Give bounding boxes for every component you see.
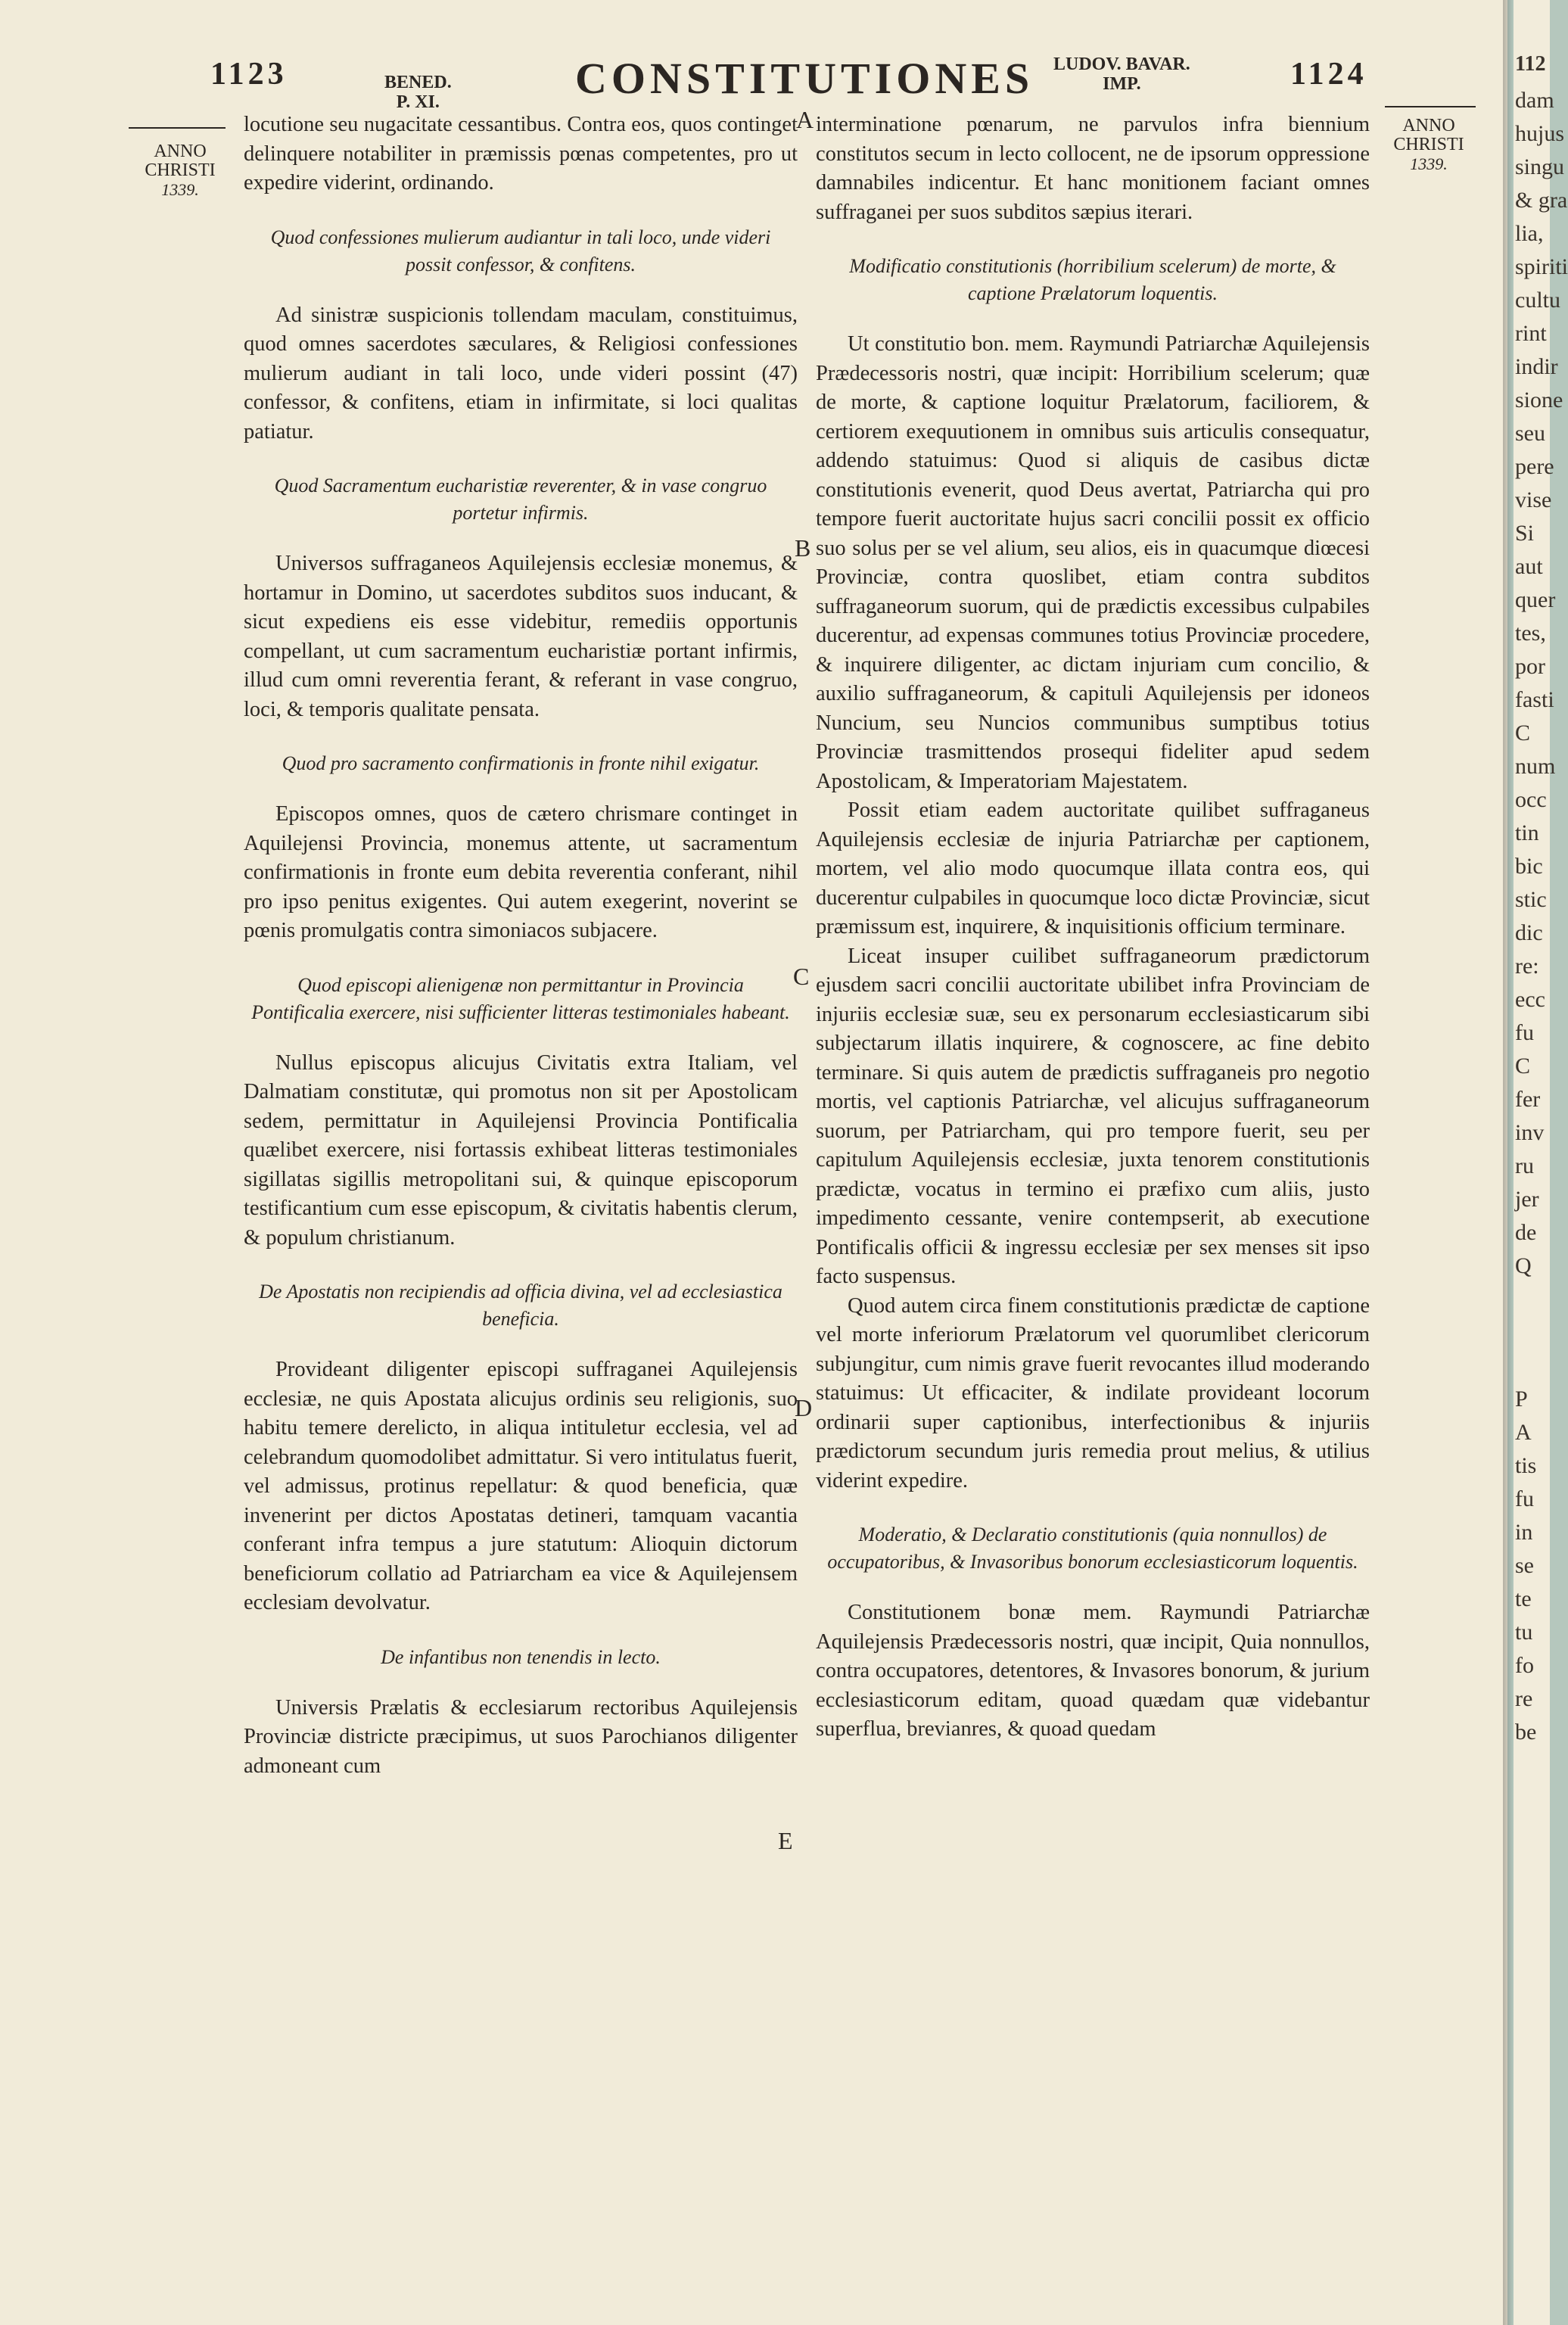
adjacent-page-fragment: fer: [1515, 1087, 1541, 1112]
section-marker-a: A: [796, 106, 814, 133]
section-rubric: Quod confessiones mulierum audiantur in tali loco, unde videri possit confessor, & confitens.: [270, 226, 771, 275]
adjacent-page-number: 112: [1515, 52, 1546, 76]
section-rubric: Quod episcopi alienigenæ non permittantur in Provincia Pontificalia exercere, nisi sufficienter litteras testimoniales habeant.: [251, 973, 790, 1023]
left-column-intro: locutione seu nugacitate cessantibus. Contra eos, quos continget delinquere notabiliter in præmissis pœnas competentes, pro ut expedire viderint, ordinando.: [244, 113, 798, 195]
adjacent-page-fragment: por: [1515, 654, 1545, 679]
adjacent-page-fragment: tis: [1515, 1453, 1537, 1478]
adjacent-page-edge: [1514, 0, 1568, 2325]
section-text: Ad sinistræ suspicionis tollendam maculam, constituimus, quod omnes sacerdotes sæculares, & Religiosi confessiones mulierum audiant in tali loco, unde videri possint (47) confessor, & confitens, etiam in infirmitate, si loci qualitas patiatur.: [244, 303, 798, 444]
section-text: Nullus episcopus alicujus Civitatis extra Italiam, vel Dalmatiam constitutæ, qui promotus non sit per Apostolicam sedem, permittatur in Aquilejensi Provincia Pontificalia quælibet exercere, nisi fortassis exhibeat litteras testimoniales sigillatas sigillis metropolitani sui, & quinque episcoporum testificantium cum esse episcopum, & civitatis habentis clerum, & populum christianum.: [244, 1050, 798, 1250]
adjacent-page-fragment: bic: [1515, 854, 1543, 879]
anno-label: ANNO: [1402, 116, 1455, 135]
section-rubric: Quod pro sacramento confirmationis in fronte nihil exigatur.: [282, 752, 760, 774]
christi-label: CHRISTI: [1393, 135, 1464, 154]
adjacent-page-fragment: sione: [1515, 388, 1563, 412]
adjacent-page-fragment: Si: [1515, 521, 1535, 546]
section-rubric: De infantibus non tenendis in lecto.: [381, 1645, 661, 1668]
adjacent-page-fragment: dic: [1515, 920, 1543, 945]
right-column-intro: interminatione pœnarum, ne parvulos infra biennium constitutos secum in lecto collocent, ne de ipsorum oppressione damnabiles indicentur. Et hanc monitionem faciant omnes suffraganei per suos subditos sæpius iterari.: [816, 113, 1370, 224]
adjacent-page-fragment: P: [1515, 1387, 1528, 1411]
adjacent-page-fragment: [1515, 1349, 1568, 1382]
adjacent-page-fragment: stic: [1515, 887, 1547, 912]
anno-year: 1339.: [161, 180, 199, 199]
anno-christi-right: [1376, 117, 1482, 173]
adjacent-page-fragment: fu: [1515, 1020, 1534, 1045]
adjacent-page-fragment: C: [1515, 1054, 1531, 1078]
christi-label: CHRISTI: [145, 160, 216, 180]
adjacent-page-fragment: re:: [1515, 954, 1539, 979]
adjacent-page-fragment: vise: [1515, 487, 1552, 512]
section-marker-b: B: [795, 534, 811, 562]
section-paragraph: Possit etiam eadem auctoritate quilibet suffraganeus Aquilejensis ecclesiæ de injuria Patriarchæ per captionem, mortem, vel alio modo quocumque illata contra eos, qui ducerentur culpabiles in quocumque loco dictæ Provinciæ, sicut præmissum est, inquirere, & inquisitionis officium terminare.: [816, 798, 1370, 938]
adjacent-page-fragment: aut: [1515, 554, 1543, 579]
adjacent-page-fragment: tu: [1515, 1620, 1533, 1645]
adjacent-page-fragment: re: [1515, 1686, 1533, 1711]
section-rubric: Modificatio constitutionis (horribilium scelerum) de morte, & captione Prælatorum loquentis.: [849, 255, 1336, 304]
section-paragraph: Liceat insuper cuilibet suffraganeorum prædictorum ejusdem sacri concilii auctoritate ubilibet infra Provinciam de injuriis ecclesiæ suæ, seu ex personarum ecclesiasticarum sibi subjectarum illatis inquirere, & cognoscere, ac fine debito terminare. Si quis autem de prædictis suffraganeis pro negotio mortis, vel captionis Patriarchæ, vel alicujus suffraganeorum suorum, per Patriarcham, qui pro tempore fuerit, seu per capitulum Aquilejensis ecclesiæ, juxta tenorem constitutionis prædictæ, vocatus in termino ei præfixo cum aliis, justo impedimento cessante, venire contempserit, ab executione Pontificalis officii & ingressu ecclesiæ per sex menses sit ipso facto suspensus.: [816, 944, 1370, 1288]
adjacent-page-fragment: jer: [1515, 1187, 1539, 1212]
adjacent-page-fragment: indir: [1515, 354, 1558, 379]
section-rubric: De Apostatis non recipiendis ad officia divina, vel ad ecclesiastica beneficia.: [259, 1281, 782, 1330]
adjacent-page-fragment: ecc: [1515, 987, 1545, 1012]
section-text: Universos suffraganeos Aquilejensis ecclesiæ monemus, & hortamur in Domino, ut sacerdotes subditos suos inducant, & sicut expediens eis esse videbitur, remediis opportunis compellant, ut cum sacramentum eucharistiæ portant infirmis, illud cum omni reverentia ferant, & referant in vase congruo, loci, & temporis qualitate pensata.: [244, 552, 798, 721]
adjacent-page-fragment: [1515, 1282, 1568, 1315]
adjacent-page-fragment: dam: [1515, 88, 1554, 113]
adjacent-page-fragment: & gra: [1515, 188, 1568, 213]
right-running-head: [1053, 54, 1190, 94]
adjacent-page-fragment: fo: [1515, 1653, 1534, 1678]
adjacent-page-fragment: fu: [1515, 1486, 1534, 1511]
adjacent-page-fragment: tin: [1515, 820, 1539, 845]
section-text: Episcopos omnes, quos de cætero chrismare continget in Aquilejensi Provincia, monemus attente, ut sacramentum confirmationis in fronte eum debita reverentia conferant, nihil pro ipso penitus exigentes. Qui autem exegerint, noverint se pœnis promulgatis contra simoniacos subjacere.: [244, 802, 798, 942]
right-column: [816, 110, 1370, 1745]
adjacent-page-fragment: spiriti: [1515, 254, 1568, 279]
adjacent-page-fragment: rint: [1515, 321, 1547, 346]
section-marker-e: E: [778, 1827, 793, 1854]
adjacent-page-fragment: num: [1515, 754, 1556, 779]
left-page-number: 1123: [210, 57, 288, 92]
left-running-head-line1: BENED.: [384, 73, 452, 92]
right-running-head-line2: IMP.: [1103, 74, 1141, 94]
section-marker-d: D: [795, 1394, 813, 1421]
anno-year: 1339.: [1410, 154, 1448, 173]
section-paragraph: Quod autem circa finem constitutionis prædictæ de captione vel morte inferiorum Prælatorum vel quorumlibet clericorum subjungitur, cum nimis grave fuerit revocantes illud moderando statuimus: Ut efficaciter, & indilate provideant locorum ordinarii super captionibus, interfectionibus & injuriis prædictorum secundum juris remedia prout melius, & utilius viderint expedire.: [816, 1293, 1370, 1492]
left-column: [244, 110, 798, 1781]
adjacent-page-fragments: [1515, 83, 1568, 1748]
page-gutter-shadow: [1503, 0, 1514, 2325]
margin-rule-left: [129, 127, 226, 129]
section-text: Provideant diligenter episcopi suffraganei Aquilejensis ecclesiæ, ne quis Apostata alicujus ordinis seu religionis, suo habitu temere derelicto, in aliqua intituletur ecclesia, vel ad celebrandum quomodolibet admittatur. Si vero intitulatus fuerit, vel admissus, protinus repellatur: & quod beneficia, quæ invenerint per dictos Apostatas detineri, tamquam vacantia conferant infra tempus a jure statutum: Alioquin dictorum beneficiorum collatio ad Patriarcham ea vice & Aquilejensem ecclesiam devolvatur.: [244, 1358, 798, 1614]
adjacent-page-fragment: singu: [1515, 154, 1565, 179]
adjacent-page-fragment: te: [1515, 1586, 1532, 1611]
adjacent-page-fragment: pere: [1515, 454, 1554, 479]
section-text: Universis Prælatis & ecclesiarum rectoribus Aquilejensis Provinciæ districte præcipimus, ut suos Parochianos diligenter admoneant cum: [244, 1695, 798, 1778]
adjacent-page-fragment: in: [1515, 1520, 1533, 1545]
section-marker-c: C: [793, 963, 810, 990]
anno-label: ANNO: [154, 142, 207, 161]
adjacent-page-fragment: inv: [1515, 1120, 1545, 1145]
adjacent-page-fragment: occ: [1515, 787, 1547, 812]
margin-rule-right: [1385, 106, 1476, 107]
section-paragraph: Ut constitutio bon. mem. Raymundi Patriarchæ Aquilejensis Prædecessoris nostri, quæ incipit: Horribilium scelerum; quæ de morte, & captione loquitur Prælatorum, faciliorem, & certiorem exequutionem in omnibus suis articulis consequatur, addendo statuimus: Quod si aliquis de casibus dictæ constitutionis evenerit, quod Deus avertat, Patriarcha qui pro tempore fuerit auctoritate hujus sacri concilii possit ex officio suo solus per se vel alium, seu alios, eis in quacumque diœcesi Provinciæ, contra quoslibet, etiam contra subditos suffraganeorum suorum, qui de prædictis excessibus culpabiles ducerentur, ad expensas communes totius Provinciæ procedere, & inquirere diligenter, ac dictam injuriam cum concilio, & auxilio suffraganeorum, & capituli Aquilejensis per idoneos Nuncium, seu Nuncios communibus sumptibus totius Provinciæ trasmittendos prosequi fideliter apud sedem Apostolicam, & Imperatoriam Majestatem.: [816, 332, 1370, 793]
adjacent-page-fragment: tes,: [1515, 621, 1546, 646]
left-running-head: [384, 73, 452, 112]
adjacent-page-fragment: A: [1515, 1420, 1532, 1445]
adjacent-page-fragment: ru: [1515, 1153, 1534, 1178]
adjacent-page-fragment: [1515, 1315, 1568, 1349]
anno-christi-left: [127, 142, 233, 199]
adjacent-page-fragment: se: [1515, 1553, 1534, 1578]
adjacent-page-fragment: hujus: [1515, 121, 1565, 146]
adjacent-page-fragment: Q: [1515, 1253, 1532, 1278]
adjacent-page-fragment: be: [1515, 1720, 1537, 1745]
adjacent-page-fragment: cultu: [1515, 288, 1560, 313]
adjacent-page-fragment: quer: [1515, 587, 1556, 612]
adjacent-page-fragment: seu: [1515, 421, 1545, 446]
left-running-head-line2: P. XI.: [396, 92, 440, 112]
section-paragraph: Constitutionem bonæ mem. Raymundi Patriarchæ Aquilejensis Prædecessoris nostri, quæ incipit, Quia nonnullos, contra occupatores, detentores, & Invasores bonorum, & jurium ecclesiasticorum editam, quoad quædam quæ videbantur superflua, brevianres, & quoad quedam: [816, 1601, 1370, 1741]
adjacent-page-fragment: de: [1515, 1220, 1537, 1245]
section-rubric: Quod Sacramentum eucharistiæ reverenter, & in vase congruo portetur infirmis.: [274, 475, 767, 524]
adjacent-page-fragment: fasti: [1515, 687, 1554, 712]
adjacent-page-fragment: lia,: [1515, 221, 1544, 246]
right-running-head-line1: LUDOV. BAVAR.: [1053, 54, 1190, 74]
right-page-number: 1124: [1290, 57, 1367, 92]
adjacent-page-fragment: C: [1515, 721, 1531, 745]
section-rubric: Moderatio, & Declaratio constitutionis (quia nonnullos) de occupatoribus, & Invasoribus bonorum ecclesiasticorum loquentis.: [827, 1524, 1358, 1573]
page-title: CONSTITUTIONES: [575, 54, 1034, 103]
